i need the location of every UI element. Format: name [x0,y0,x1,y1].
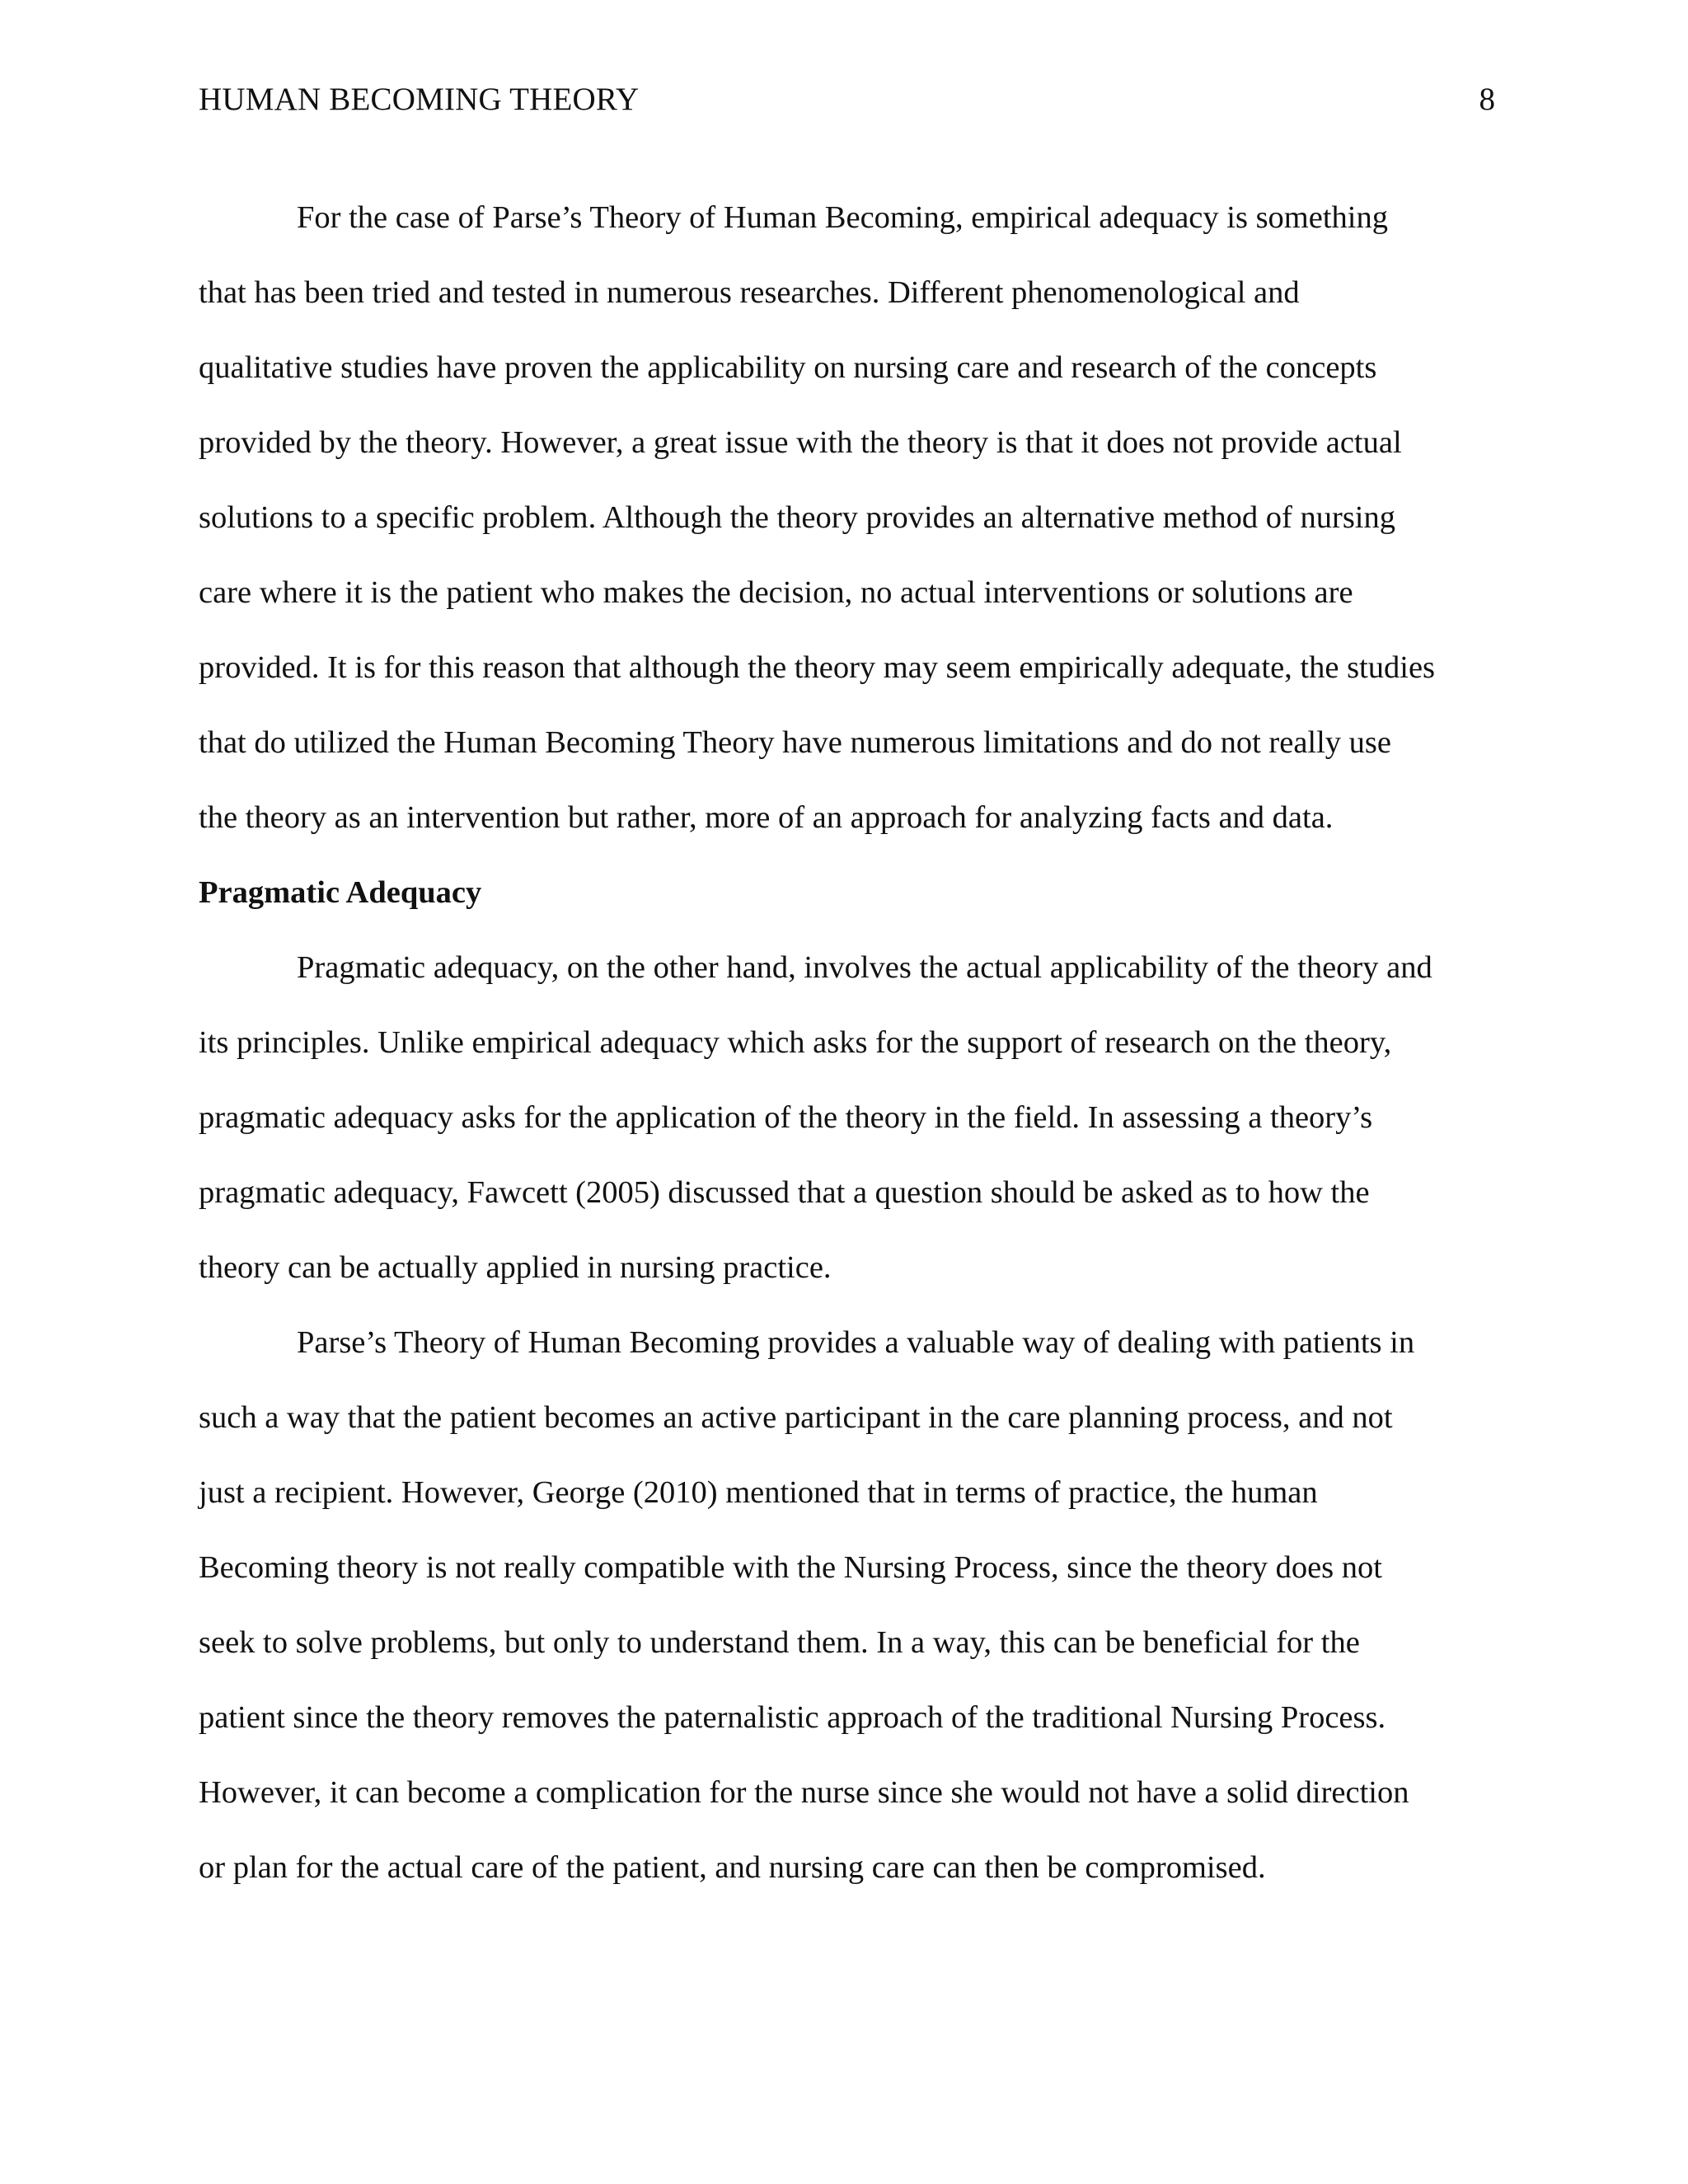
paragraph-line: pragmatic adequacy asks for the application of the theory in the field. In assessing a theory’s [199,1100,1373,1135]
paragraph-line: pragmatic adequacy, Fawcett (2005) discussed that a question should be asked as to how the [199,1175,1370,1210]
paragraph-line: that do utilized the Human Becoming Theory have numerous limitations and do not really use [199,725,1392,760]
paragraph-line: care where it is the patient who makes the decision, no actual interventions or solutions are [199,575,1353,610]
paragraph-line: that has been tried and tested in numerous researches. Different phenomenological and [199,275,1300,310]
running-head: HUMAN BECOMING THEORY [199,82,640,117]
paragraph-line: However, it can become a complication for the nurse since she would not have a solid direction [199,1775,1409,1810]
paragraph-line: provided. It is for this reason that although the theory may seem empirically adequate, the studies [199,650,1436,685]
paragraph-line: Parse’s Theory of Human Becoming provides a valuable way of dealing with patients in [297,1325,1415,1360]
paragraph-line: Pragmatic adequacy, on the other hand, involves the actual applicability of the theory and [297,950,1432,985]
page-number: 8 [1479,82,1495,117]
paragraph-line: patient since the theory removes the paternalistic approach of the traditional Nursing Process. [199,1700,1386,1735]
paragraph-line: For the case of Parse’s Theory of Human Becoming, empirical adequacy is something [297,200,1388,235]
paragraph-line: just a recipient. However, George (2010) mentioned that in terms of practice, the human [199,1475,1318,1510]
paragraph-line: provided by the theory. However, a great issue with the theory is that it does not provide actual [199,425,1402,460]
paragraph-line: the theory as an intervention but rather, more of an approach for analyzing facts and data. [199,800,1334,835]
paragraph-line: qualitative studies have proven the applicability on nursing care and research of the concepts [199,350,1377,385]
paragraph-line: or plan for the actual care of the patient, and nursing care can then be compromised. [199,1850,1266,1885]
paragraph-line: Becoming theory is not really compatible with the Nursing Process, since the theory does not [199,1550,1382,1585]
paragraph-line: seek to solve problems, but only to understand them. In a way, this can be beneficial for the [199,1625,1360,1660]
section-heading: Pragmatic Adequacy [199,875,482,910]
paragraph-line: its principles. Unlike empirical adequacy which asks for the support of research on the theory, [199,1025,1392,1060]
paragraph-line: solutions to a specific problem. Although the theory provides an alternative method of nursing [199,500,1396,535]
paragraph-line: theory can be actually applied in nursing practice. [199,1250,832,1285]
paragraph-line: such a way that the patient becomes an active participant in the care planning process, and not [199,1400,1393,1435]
